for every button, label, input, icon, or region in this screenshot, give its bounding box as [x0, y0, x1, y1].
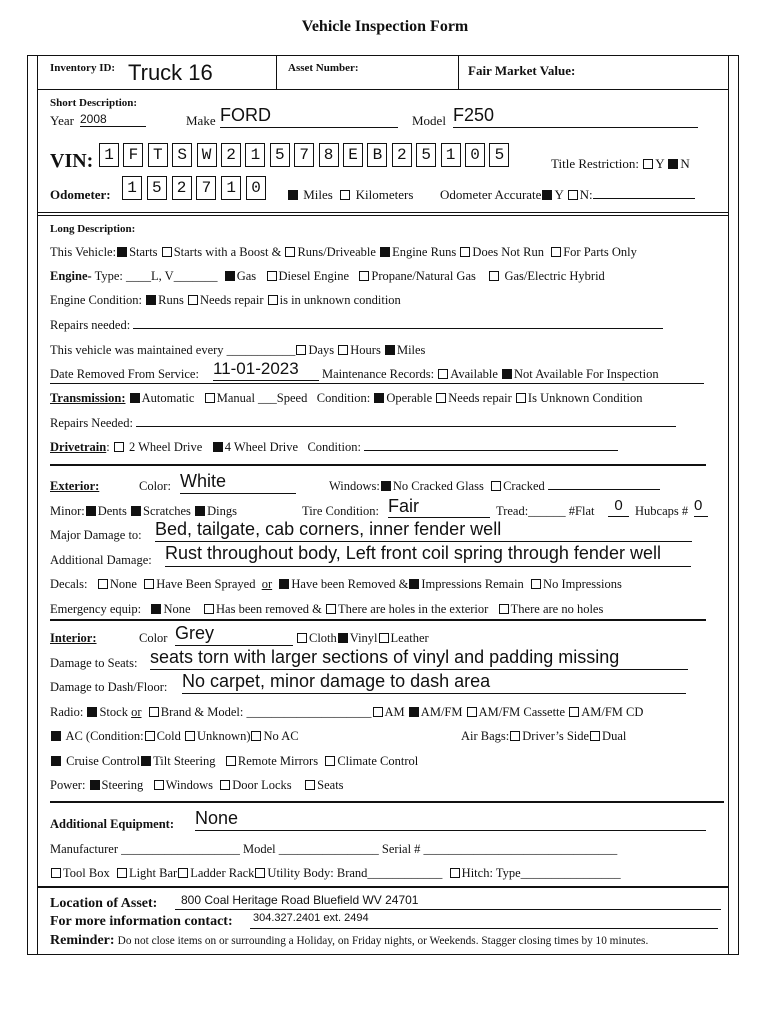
page-title: Vehicle Inspection Form: [301, 18, 469, 35]
repairs-needed-row: [50, 318, 663, 333]
year-label: Year: [50, 113, 74, 128]
power-windows-label: Windows: [165, 778, 214, 792]
stock-label: Stock: [99, 705, 128, 719]
no-holes-checkbox[interactable]: [499, 604, 509, 614]
additional-damage-label: Additional Damage:: [50, 553, 152, 567]
trans-repairs-label: Repairs Needed:: [50, 416, 133, 430]
seats-damage-label: Damage to Seats:: [50, 656, 138, 670]
door-locks-checkbox[interactable]: [220, 780, 230, 790]
frame-right-inner: [728, 55, 729, 955]
equipment-divider: [37, 886, 728, 888]
four-wheel-checkbox[interactable]: [213, 442, 223, 452]
hubcaps-label: Hubcaps #: [635, 504, 689, 518]
odometer-digit-box[interactable]: 1: [221, 176, 241, 200]
starts-checkbox[interactable]: [117, 247, 127, 257]
reminder-row: [50, 933, 648, 949]
vin-char-box[interactable]: S: [172, 143, 192, 167]
hybrid-label: Gas/Electric Hybrid: [504, 269, 605, 283]
no-crack-label: No Cracked Glass: [392, 479, 484, 493]
vin-char-box[interactable]: B: [367, 143, 387, 167]
title-restriction: [551, 156, 690, 172]
tread-label: Tread:______ #Flat: [496, 504, 595, 518]
no-ac-label: No AC: [263, 729, 299, 743]
utility-label: Utility Body: Brand____________: [267, 866, 443, 880]
dings-checkbox[interactable]: [195, 506, 205, 516]
no-crack-checkbox[interactable]: [381, 481, 391, 491]
scratches-checkbox[interactable]: [131, 506, 141, 516]
dual-label: Dual: [602, 729, 627, 743]
automatic-checkbox[interactable]: [130, 393, 140, 403]
short-description-label: Short Description:: [50, 97, 138, 109]
scratches-label: Scratches: [143, 504, 191, 518]
trans-repairs-blank[interactable]: [136, 426, 676, 427]
ac-row: [50, 729, 299, 744]
repairs-needed-label: Repairs needed:: [50, 318, 131, 332]
two-wheel-label: 2 Wheel Drive: [128, 440, 203, 454]
title-y-label: Y: [655, 156, 665, 171]
ladder-checkbox[interactable]: [178, 868, 188, 878]
this-vehicle-row: [50, 245, 637, 260]
stock-checkbox[interactable]: [87, 707, 97, 717]
em-removed-checkbox[interactable]: [204, 604, 214, 614]
miles-checkbox[interactable]: [288, 190, 298, 200]
power-steering-checkbox[interactable]: [90, 780, 100, 790]
reminder-label: Reminder:: [50, 933, 115, 948]
title-n-checkbox[interactable]: [668, 159, 678, 169]
odo-n-checkbox[interactable]: [568, 190, 578, 200]
vin-char-box[interactable]: 1: [245, 143, 265, 167]
climate-label: Climate Control: [337, 754, 419, 768]
radio-or-label: or: [131, 705, 142, 719]
runs-label: Runs/Driveable: [297, 245, 376, 259]
header-sep-1: [276, 55, 277, 89]
power-windows-checkbox[interactable]: [154, 780, 164, 790]
not-available-label: Not Available For Inspection: [514, 367, 659, 381]
dash-damage-value: No carpet, minor damage to dash area: [182, 671, 686, 694]
additional-equipment-value: None: [195, 808, 706, 831]
major-damage-value: Bed, tailgate, cab corners, inner fender well: [155, 519, 692, 542]
maintained-row: [50, 343, 425, 358]
decals-row: [50, 577, 622, 592]
cd-checkbox[interactable]: [569, 707, 579, 717]
engine-condition-row: [50, 293, 401, 308]
odometer-label: Odometer:: [50, 187, 111, 202]
repairs-needed-blank[interactable]: [133, 328, 663, 329]
frame-left-inner: [37, 55, 38, 955]
parts-checkbox[interactable]: [551, 247, 561, 257]
power-seats-label: Seats: [317, 778, 344, 792]
vin-label: VIN:: [50, 150, 94, 172]
cruise-label: Cruise Control: [66, 754, 141, 768]
transmission-row: [50, 391, 643, 406]
decals-none-label: None: [109, 577, 137, 591]
am-label: AM: [384, 705, 405, 719]
title-restriction-label: Title Restriction:: [551, 156, 639, 171]
this-vehicle-label: This Vehicle:: [50, 245, 117, 259]
engine-condition-label: Engine Condition:: [50, 293, 143, 307]
cracked-blank[interactable]: [548, 489, 660, 490]
manufacturer-row: Manufacturer ___________________ Model ________________ Serial # _______________________________: [50, 842, 618, 856]
interior-divider: [50, 801, 724, 803]
engine-runs-checkbox[interactable]: [380, 247, 390, 257]
brand-checkbox[interactable]: [149, 707, 159, 717]
operable-label: Operable: [386, 391, 433, 405]
odometer-digit-box[interactable]: 0: [246, 176, 266, 200]
exterior-label: Exterior:: [50, 479, 100, 493]
km-checkbox[interactable]: [340, 190, 350, 200]
windows-label: Windows:: [329, 479, 380, 493]
vin-char-box[interactable]: 2: [221, 143, 241, 167]
vinyl-label: Vinyl: [349, 631, 378, 645]
dents-label: Dents: [97, 504, 127, 518]
frame-left-outer: [27, 55, 28, 955]
dings-label: Dings: [207, 504, 237, 518]
trans-condition-label: Condition:: [316, 391, 371, 405]
hybrid-checkbox[interactable]: [489, 271, 499, 281]
boost-label: Starts with a Boost &: [173, 245, 282, 259]
windows-row: [329, 479, 660, 494]
seats-damage-value: seats torn with larger sections of vinyl and padding missing: [150, 647, 688, 670]
tilt-checkbox[interactable]: [141, 756, 151, 766]
no-holes-label: There are no holes: [510, 602, 604, 616]
header-divider: [37, 89, 728, 90]
frame-bottom: [27, 954, 738, 955]
hours-checkbox[interactable]: [338, 345, 348, 355]
em-none-label: None: [163, 602, 191, 616]
power-row: [50, 778, 344, 793]
ac-unknown-checkbox[interactable]: [185, 731, 195, 741]
remote-mirrors-checkbox[interactable]: [226, 756, 236, 766]
major-damage-label: Major Damage to:: [50, 528, 142, 542]
minor-row: [50, 504, 237, 519]
interior-label: Interior:: [50, 631, 97, 645]
int-color-label: Color: [139, 631, 168, 645]
drivetrain-label: Drivetrain: [50, 440, 107, 454]
date-removed-label: Date Removed From Service:: [50, 367, 199, 381]
cold-label: Cold: [156, 729, 181, 743]
brand-label: Brand & Model: ____________________: [160, 705, 372, 719]
odometer-units: [287, 187, 413, 203]
title-n-label: N: [680, 156, 690, 171]
unknown-cond-label: is in unknown condition: [279, 293, 401, 307]
hours-label: Hours: [350, 343, 381, 357]
climate-checkbox[interactable]: [325, 756, 335, 766]
remote-mirrors-label: Remote Mirrors: [237, 754, 319, 768]
drive-condition-blank[interactable]: [364, 450, 618, 451]
odo-n-blank: [593, 198, 695, 199]
utility-checkbox[interactable]: [255, 868, 265, 878]
engine-label: Engine-: [50, 269, 92, 283]
four-wheel-label: 4 Wheel Drive: [224, 440, 299, 454]
em-none-checkbox[interactable]: [151, 604, 161, 614]
dash-damage-label: Damage to Dash/Floor:: [50, 680, 168, 694]
trans-needs-repair-label: Needs repair: [448, 391, 512, 405]
cracked-checkbox[interactable]: [491, 481, 501, 491]
hubcaps-value: 0: [694, 497, 708, 517]
maintenance-records-row: [322, 367, 659, 382]
asset-number-label: Asset Number:: [288, 62, 359, 74]
vin-char-box[interactable]: 5: [270, 143, 290, 167]
vin-char-box[interactable]: W: [197, 143, 217, 167]
odometer-accurate: [440, 187, 695, 203]
no-ac-checkbox[interactable]: [251, 731, 261, 741]
drivetrain-divider: [50, 464, 706, 466]
decals-label: Decals:: [50, 577, 88, 591]
emergency-row: [50, 602, 603, 617]
propane-label: Propane/Natural Gas: [371, 269, 476, 283]
decals-or-label: or: [261, 577, 273, 591]
boost-checkbox[interactable]: [162, 247, 172, 257]
hitch-checkbox[interactable]: [450, 868, 460, 878]
needs-repair-checkbox[interactable]: [188, 295, 198, 305]
ladder-label: Ladder Rack: [190, 866, 255, 880]
frame-top: [27, 55, 738, 56]
maint-miles-checkbox[interactable]: [385, 345, 395, 355]
make-value: FORD: [220, 105, 398, 128]
gas-label: Gas: [236, 269, 257, 283]
odo-y-checkbox[interactable]: [542, 190, 552, 200]
odometer-digit-box[interactable]: 1: [122, 176, 142, 200]
long-section-top-2: [37, 215, 728, 216]
trans-unknown-checkbox[interactable]: [516, 393, 526, 403]
cold-checkbox[interactable]: [145, 731, 155, 741]
long-section-top: [37, 212, 728, 213]
holes-checkbox[interactable]: [326, 604, 336, 614]
two-wheel-checkbox[interactable]: [114, 442, 124, 452]
needs-repair-label: Needs repair: [199, 293, 264, 307]
airbags-row: [461, 729, 626, 744]
contact-label: For more information contact:: [50, 914, 233, 929]
upholstery-row: [296, 631, 429, 646]
km-label: Kilometers: [355, 187, 414, 202]
odo-n-label: N:: [579, 187, 593, 202]
ext-color-label: Color:: [139, 479, 171, 493]
exterior-divider: [50, 619, 706, 621]
ac-checkbox[interactable]: [51, 731, 61, 741]
automatic-label: Automatic: [141, 391, 195, 405]
long-divider: [50, 383, 704, 384]
cd-label: AM/FM CD: [581, 705, 644, 719]
vin-char-box[interactable]: 1: [441, 143, 461, 167]
holes-label: There are holes in the exterior: [338, 602, 489, 616]
cracked-label: Cracked: [503, 479, 545, 493]
not-available-checkbox[interactable]: [502, 369, 512, 379]
engine-row: [50, 269, 605, 284]
removed-label: Have been Removed &: [291, 577, 409, 591]
engine-type-label: Type: ____L, V_______: [94, 269, 218, 283]
ac-unknown-label: Unknown): [197, 729, 251, 743]
year-value: 2008: [80, 112, 146, 127]
cond-runs-checkbox[interactable]: [146, 295, 156, 305]
maint-miles-label: Miles: [396, 343, 426, 357]
runs-checkbox[interactable]: [285, 247, 295, 257]
odometer-accurate-label: Odometer Accurate: [440, 187, 542, 202]
odometer-digit-box[interactable]: 7: [196, 176, 216, 200]
diesel-checkbox[interactable]: [267, 271, 277, 281]
gas-checkbox[interactable]: [225, 271, 235, 281]
ext-color-value: White: [180, 471, 296, 494]
reminder-text: Do not close items on or surrounding a Holiday, on Friday nights, or Weekends. Stagger closing times by 10 minutes.: [117, 935, 649, 947]
vin-char-box[interactable]: 8: [319, 143, 339, 167]
vin-char-box[interactable]: 7: [294, 143, 314, 167]
lightbar-label: Light Bar: [128, 866, 178, 880]
tire-condition-value: Fair: [388, 496, 490, 518]
diesel-label: Diesel Engine: [278, 269, 349, 283]
vin-char-box[interactable]: E: [343, 143, 363, 167]
lightbar-checkbox[interactable]: [117, 868, 127, 878]
power-seats-checkbox[interactable]: [305, 780, 315, 790]
cruise-checkbox[interactable]: [51, 756, 61, 766]
drivetrain-row: Drivetrain: 2 Wheel Drive 4 Wheel Drive Condition:: [50, 440, 618, 455]
fair-market-value-label: Fair Market Value:: [468, 63, 576, 78]
driver-side-label: Driver’s Side: [522, 729, 590, 743]
vinyl-checkbox[interactable]: [338, 633, 348, 643]
features-row: [50, 754, 418, 769]
transmission-label: Transmission:: [50, 391, 126, 405]
toolbox-checkbox[interactable]: [51, 868, 61, 878]
model-value: F250: [453, 105, 698, 128]
drive-condition-label: Condition:: [307, 440, 361, 454]
trans-repairs-row: [50, 416, 676, 431]
location-label: Location of Asset:: [50, 896, 158, 911]
days-label: Days: [308, 343, 335, 357]
tire-condition-label: Tire Condition:: [302, 504, 379, 518]
additional-damage-value: Rust throughout body, Left front coil spring through fender well: [165, 543, 691, 567]
manual-label: Manual ___Speed: [216, 391, 308, 405]
sprayed-label: Have Been Sprayed: [156, 577, 256, 591]
toolbox-label: Tool Box: [63, 866, 110, 880]
sprayed-checkbox[interactable]: [144, 579, 154, 589]
header-sep-2: [458, 55, 459, 89]
make-label: Make: [186, 113, 216, 128]
operable-checkbox[interactable]: [374, 393, 384, 403]
location-value: 800 Coal Heritage Road Bluefield WV 24701: [175, 893, 721, 910]
leather-checkbox[interactable]: [379, 633, 389, 643]
ac-label: AC (Condition:: [65, 729, 144, 743]
hitch-label: Hitch: Type________________: [461, 866, 621, 880]
tilt-label: Tilt Steering: [153, 754, 216, 768]
radio-label: Radio:: [50, 705, 84, 719]
not-run-checkbox[interactable]: [460, 247, 470, 257]
not-run-label: Does Not Run: [472, 245, 544, 259]
impressions-label: Impressions Remain: [421, 577, 524, 591]
odometer-digit-box[interactable]: 2: [172, 176, 192, 200]
cloth-checkbox[interactable]: [297, 633, 307, 643]
available-checkbox[interactable]: [438, 369, 448, 379]
frame-right-outer: [738, 55, 739, 955]
vin-char-box[interactable]: 1: [99, 143, 119, 167]
flat-value: 0: [608, 497, 629, 517]
dents-checkbox[interactable]: [86, 506, 96, 516]
contact-value: 304.327.2401 ext. 2494: [250, 912, 718, 929]
no-impressions-label: No Impressions: [543, 577, 622, 591]
additional-equipment-label: Additional Equipment:: [50, 817, 174, 831]
odometer-digit-box[interactable]: 5: [147, 176, 167, 200]
emergency-label: Emergency equip:: [50, 602, 142, 616]
engine-runs-label: Engine Runs: [392, 245, 457, 259]
starts-label: Starts: [129, 245, 158, 259]
removed-checkbox[interactable]: [279, 579, 289, 589]
radio-row: [50, 705, 643, 720]
impressions-checkbox[interactable]: [409, 579, 419, 589]
vin-char-box[interactable]: 5: [416, 143, 436, 167]
power-steering-label: Steering: [101, 778, 144, 792]
vin-char-box[interactable]: 0: [465, 143, 485, 167]
parts-label: For Parts Only: [563, 245, 637, 259]
trans-unknown-label: Is Unknown Condition: [527, 391, 643, 405]
vin-char-box[interactable]: F: [123, 143, 143, 167]
vin-char-box[interactable]: 5: [489, 143, 509, 167]
days-checkbox[interactable]: [296, 345, 306, 355]
minor-label: Minor:: [50, 504, 85, 518]
manual-checkbox[interactable]: [205, 393, 215, 403]
propane-checkbox[interactable]: [359, 271, 369, 281]
no-impressions-checkbox[interactable]: [531, 579, 541, 589]
cloth-label: Cloth: [309, 631, 337, 645]
airbags-label: Air Bags:: [461, 729, 510, 743]
odo-y-label: Y: [554, 187, 564, 202]
inventory-value: Truck 16: [128, 60, 213, 85]
inventory-label: Inventory ID:: [50, 62, 116, 74]
cassette-checkbox[interactable]: [467, 707, 477, 717]
door-locks-label: Door Locks: [232, 778, 292, 792]
cassette-label: AM/FM Cassette: [478, 705, 566, 719]
equipment-options-row: [50, 866, 621, 881]
title-y-checkbox[interactable]: [643, 159, 653, 169]
decals-none-checkbox[interactable]: [98, 579, 108, 589]
int-color-value: Grey: [175, 623, 293, 646]
amfm-label: AM/FM: [420, 705, 463, 719]
model-label: Model: [412, 113, 446, 128]
maintained-label: This vehicle was maintained every ___________: [50, 343, 296, 357]
vin-char-box[interactable]: T: [148, 143, 168, 167]
leather-label: Leather: [390, 631, 429, 645]
dual-checkbox[interactable]: [590, 731, 600, 741]
em-removed-label: Has been removed &: [216, 602, 322, 616]
long-description-label: Long Description:: [50, 223, 136, 235]
driver-side-checkbox[interactable]: [510, 731, 520, 741]
cond-runs-label: Runs: [158, 293, 184, 307]
am-checkbox[interactable]: [373, 707, 383, 717]
trans-needs-repair-checkbox[interactable]: [436, 393, 446, 403]
vin-char-box[interactable]: 2: [392, 143, 412, 167]
amfm-checkbox[interactable]: [409, 707, 419, 717]
power-label: Power:: [50, 778, 86, 792]
maintenance-records-label: Maintenance Records:: [322, 367, 435, 381]
available-label: Available: [450, 367, 498, 381]
miles-label: Miles: [303, 187, 333, 202]
date-removed-value: 11-01-2023: [213, 359, 319, 381]
unknown-cond-checkbox[interactable]: [268, 295, 278, 305]
